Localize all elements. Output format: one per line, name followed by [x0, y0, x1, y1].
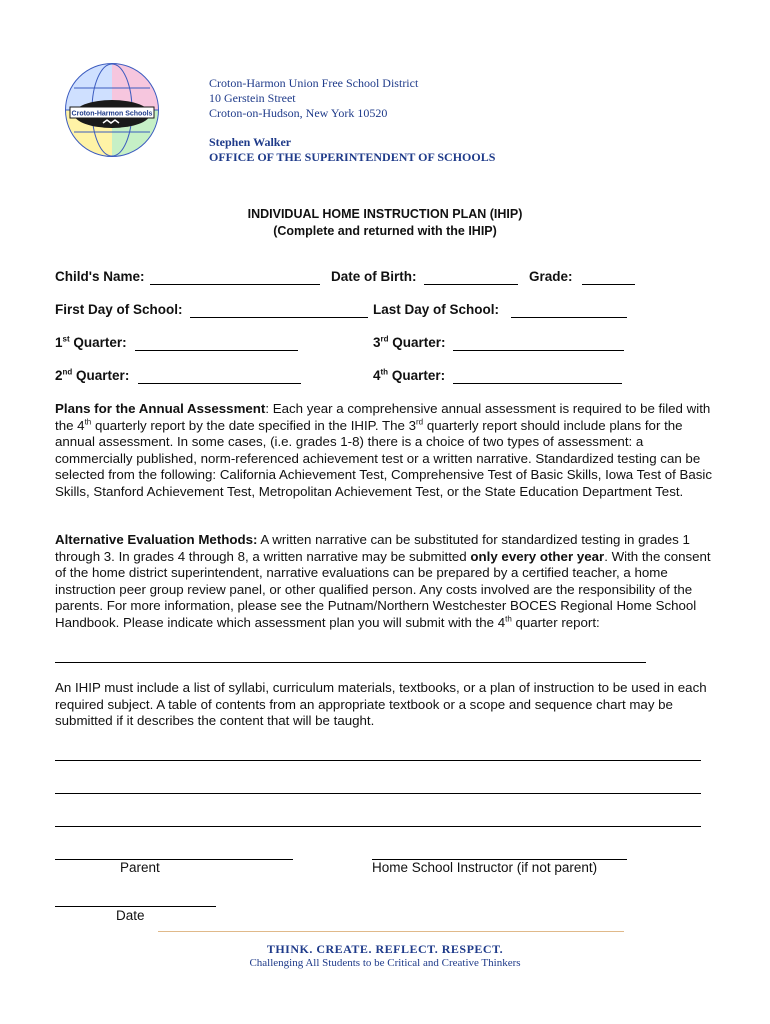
district-header	[209, 76, 495, 165]
q2-field[interactable]	[138, 383, 301, 384]
q4-field[interactable]	[453, 383, 622, 384]
svg-text:Croton-Harmon Schools: Croton-Harmon Schools	[71, 110, 153, 118]
q3-field[interactable]	[453, 350, 624, 351]
dob-field[interactable]	[424, 284, 518, 285]
superintendent-name: Stephen Walker	[209, 135, 292, 149]
office-name: OFFICE OF THE SUPERINTENDENT OF SCHOOLS	[209, 150, 496, 164]
q1-field[interactable]	[135, 350, 298, 351]
q3-label: 3rd Quarter:	[373, 334, 446, 350]
district-city: Croton-on-Hudson, New York 10520	[209, 106, 388, 120]
form-title: INDIVIDUAL HOME INSTRUCTION PLAN (IHIP)	[247, 207, 523, 221]
syllabi-line-1[interactable]	[55, 760, 701, 761]
footer-motto: THINK. CREATE. REFLECT. RESPECT.	[266, 942, 504, 956]
syllabi-line-2[interactable]	[55, 793, 701, 794]
last-day-label: Last Day of School:	[373, 302, 500, 317]
ihip-paragraph: An IHIP must include a list of syllabi, curriculum materials, textbooks, or a plan of instruction to be used in each required subject. A table of contents from an appropriate textbook or a scope and sequence chart may be submitted if it describes the content that will be taught.	[55, 680, 707, 728]
syllabi-line-3[interactable]	[55, 826, 701, 827]
plans-paragraph: Plans for the Annual Assessment: Each year a comprehensive annual assessment is required to be filed with the 4th quarterly report by the date specified in the IHIP. The 3rd quarterly report should include plans for the annual assessment. In some cases, (i.e. grades 1-8) there is a choice of two types of assessment: a commercially published, norm-referenced achievement test or a written narrative. Standardized testing can be selected from the following: California Achievement Test, Comprehensive Test of Basic Skills, Iowa Test of Basic Skills, Stanford Achievement Test, Metropolitan Achievement Test, or the State Education Department Test.	[55, 401, 713, 499]
form-subtitle: (Complete and returned with the IHIP)	[273, 224, 497, 238]
q4-label: 4th Quarter:	[373, 367, 446, 383]
childs-name-label: Child's Name:	[55, 269, 145, 284]
instructor-label: Home School Instructor (if not parent)	[372, 860, 598, 875]
footer-divider	[158, 931, 624, 932]
last-day-field[interactable]	[511, 317, 627, 318]
first-day-label: First Day of School:	[55, 302, 183, 317]
district-logo	[56, 60, 168, 172]
childs-name-field[interactable]	[150, 284, 320, 285]
q2-label: 2nd Quarter:	[55, 367, 130, 383]
grade-label: Grade:	[529, 269, 573, 284]
q1-label: 1st Quarter:	[55, 334, 127, 350]
date-label: Date	[116, 908, 145, 923]
grade-field[interactable]	[582, 284, 635, 285]
globe-logo-icon	[56, 60, 168, 172]
alt-evaluation-paragraph: Alternative Evaluation Methods: A written narrative can be substituted for standardized testing in grades 1 through 3. In grades 4 through 8, a written narrative may be submitted only every other year. With the consent of the home district superintendent, narrative evaluations can be prepared by a certified teacher, a home instruction peer group review panel, or other qualified person. Any costs involved are the responsibility of the parents. For more information, please see the Putnam/Northern Westchester BOCES Regional Home School Handbook. Please indicate which assessment plan you will submit with the 4th quarter report:	[55, 532, 711, 630]
dob-label: Date of Birth:	[331, 269, 417, 284]
assessment-plan-field[interactable]	[55, 662, 646, 663]
date-line[interactable]	[55, 906, 216, 907]
first-day-field[interactable]	[190, 317, 368, 318]
parent-label: Parent	[120, 860, 160, 875]
district-street: 10 Gerstein Street	[209, 91, 296, 105]
parent-signature-line[interactable]	[55, 859, 293, 860]
footer-tagline: Challenging All Students to be Critical and Creative Thinkers	[249, 957, 521, 969]
district-name: Croton-Harmon Union Free School District	[209, 76, 419, 90]
